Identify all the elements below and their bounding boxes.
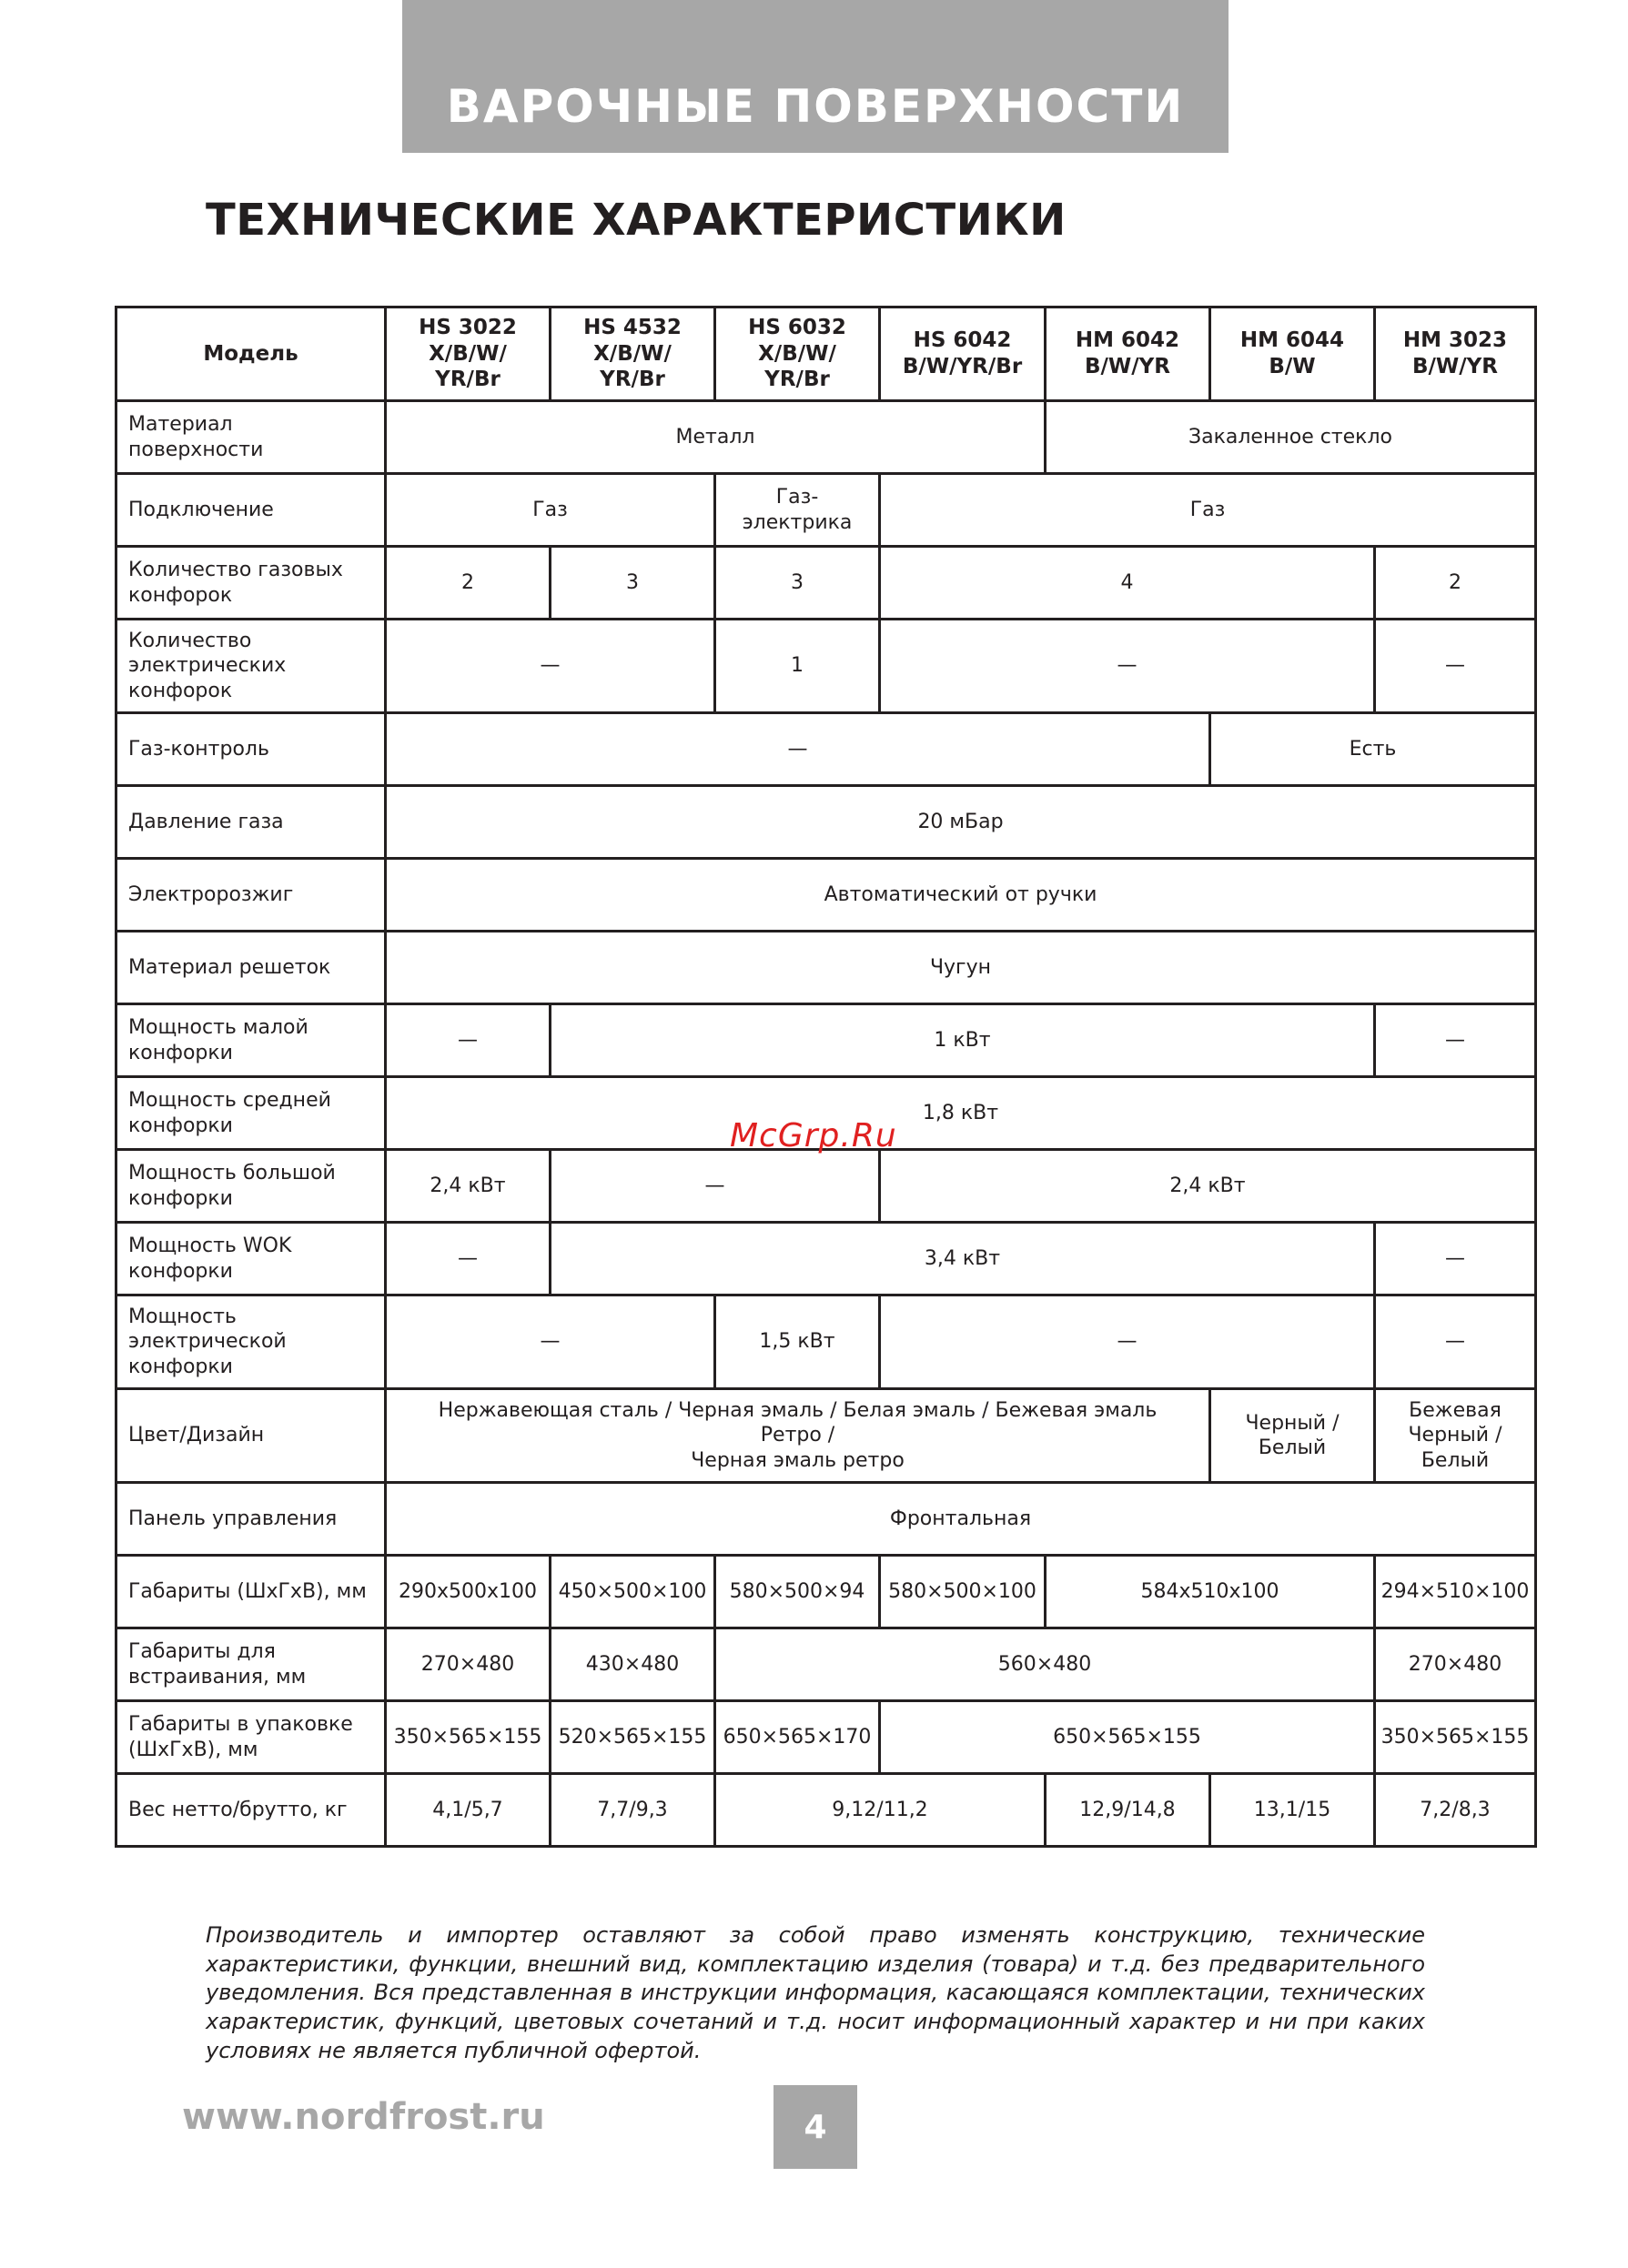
section-title: ВАРОЧНЫЕ ПОВЕРХНОСТИ (446, 80, 1185, 133)
cell-value: 3 (715, 547, 880, 620)
row-label: Габариты в упаковке (ШхГхВ), мм (116, 1701, 386, 1774)
cell-value: — (1375, 1223, 1536, 1295)
cell-value: — (551, 1150, 880, 1223)
cell-value: 13,1/15 (1210, 1774, 1375, 1847)
row-label: Газ-контроль (116, 713, 386, 786)
cell-value: 1 кВт (551, 1004, 1375, 1077)
cell-value: — (386, 713, 1210, 786)
cell-metal: Металл (386, 401, 1046, 474)
row-small-burner (116, 1004, 1536, 1077)
row-dimensions (116, 1556, 1536, 1628)
row-label: Материал поверхности (116, 401, 386, 474)
row-label: Мощность электрической конфорки (116, 1295, 386, 1389)
cell-value: 350×565×155 (1375, 1701, 1536, 1774)
row-label: Количество газовых конфорок (116, 547, 386, 620)
table-header-row (116, 307, 1536, 401)
cell-value: Бежевая Черный / Белый (1375, 1389, 1536, 1483)
model-hm6042: HM 6042 B/W/YR (1046, 307, 1210, 401)
model-hm6044: HM 6044 B/W (1210, 307, 1375, 401)
cell-value: 270×480 (386, 1628, 551, 1701)
row-wok-burner (116, 1223, 1536, 1295)
cell-value: 580×500×94 (715, 1556, 880, 1628)
row-label: Мощность малой конфорки (116, 1004, 386, 1077)
cell-value: 2,4 кВт (880, 1150, 1536, 1223)
cell-value: Фронтальная (386, 1483, 1536, 1556)
page-number: 4 (774, 2085, 857, 2169)
row-electric-burners (116, 620, 1536, 713)
cell-value: — (386, 1223, 551, 1295)
row-label: Электророзжиг (116, 859, 386, 932)
cell-value: 650×565×170 (715, 1701, 880, 1774)
row-package (116, 1701, 1536, 1774)
cell-value: — (880, 620, 1375, 713)
cell-value: Автоматический от ручки (386, 859, 1536, 932)
cell-value: 9,12/11,2 (715, 1774, 1046, 1847)
cell-value: 20 мБар (386, 786, 1536, 859)
row-electric-burner-power (116, 1295, 1536, 1389)
row-large-burner (116, 1150, 1536, 1223)
cell-value: 350×565×155 (386, 1701, 551, 1774)
row-label: Материал решеток (116, 932, 386, 1004)
row-label: Цвет/Дизайн (116, 1389, 386, 1483)
row-control-panel (116, 1483, 1536, 1556)
row-surface-material (116, 401, 1536, 474)
page-title: ТЕХНИЧЕСКИЕ ХАРАКТЕРИСТИКИ (206, 195, 1067, 246)
model-header: Модель (116, 307, 386, 401)
row-label: Габариты (ШхГхВ), мм (116, 1556, 386, 1628)
row-grate-material (116, 932, 1536, 1004)
model-hs3022: HS 3022 X/B/W/ YR/Br (386, 307, 551, 401)
row-label: Мощность большой конфорки (116, 1150, 386, 1223)
model-hs4532: HS 4532 X/B/W/ YR/Br (551, 307, 715, 401)
cell-value: Газ- электрика (715, 474, 880, 547)
cell-value: 7,2/8,3 (1375, 1774, 1536, 1847)
cell-value: 2 (386, 547, 551, 620)
specifications-table (115, 306, 1537, 1848)
cell-value: 2,4 кВт (386, 1150, 551, 1223)
cell-value: Есть (1210, 713, 1536, 786)
cell-value: 430×480 (551, 1628, 715, 1701)
cell-value: 3,4 кВт (551, 1223, 1375, 1295)
cell-value: 12,9/14,8 (1046, 1774, 1210, 1847)
row-label: Габариты для встраивания, мм (116, 1628, 386, 1701)
cell-value: Газ (386, 474, 715, 547)
cell-value: — (386, 620, 715, 713)
row-gas-burners (116, 547, 1536, 620)
cell-value: 1 (715, 620, 880, 713)
row-label: Подключение (116, 474, 386, 547)
cell-value: — (1375, 1295, 1536, 1389)
row-gas-control (116, 713, 1536, 786)
row-label: Вес нетто/брутто, кг (116, 1774, 386, 1847)
cell-value: 650×565×155 (880, 1701, 1375, 1774)
cell-value: Черный / Белый (1210, 1389, 1375, 1483)
cell-value: 290x500x100 (386, 1556, 551, 1628)
watermark: McGrp.Ru (730, 1117, 897, 1154)
cell-value: — (386, 1004, 551, 1077)
row-gas-pressure (116, 786, 1536, 859)
cell-value: 520×565×155 (551, 1701, 715, 1774)
disclaimer-text: Производитель и импортер оставляют за собой право изменять конструкцию, технические характеристики, функции, внешний вид, комплектацию изделия (товара) и т.д. без предварительного уведомления. Вся представленная в инструкции информация, касающаяся комплектации, технических характеристик, функций, цветовых сочетаний и т.д. носит информационный характер и ни при каких условиях не является публичной офертой. (206, 1922, 1425, 2063)
cell-value: 584x510x100 (1046, 1556, 1375, 1628)
cell-value: 7,7/9,3 (551, 1774, 715, 1847)
cell-value: Чугун (386, 932, 1536, 1004)
cell-value: 560×480 (715, 1628, 1375, 1701)
cell-value: 580×500×100 (880, 1556, 1046, 1628)
cell-value: Газ (880, 474, 1536, 547)
row-label: Мощность средней конфорки (116, 1077, 386, 1150)
cell-value: 4 (880, 547, 1375, 620)
cell-value: 2 (1375, 547, 1536, 620)
row-label: Панель управления (116, 1483, 386, 1556)
row-weight (116, 1774, 1536, 1847)
cell-value: — (880, 1295, 1375, 1389)
row-label: Давление газа (116, 786, 386, 859)
cell-value: — (1375, 1004, 1536, 1077)
cell-value: 450×500×100 (551, 1556, 715, 1628)
row-label: Мощность WOK конфорки (116, 1223, 386, 1295)
cell-value: 294×510×100 (1375, 1556, 1536, 1628)
row-cutout (116, 1628, 1536, 1701)
row-connection (116, 474, 1536, 547)
cell-glass: Закаленное стекло (1046, 401, 1536, 474)
model-hs6042: HS 6042 B/W/YR/Br (880, 307, 1046, 401)
cell-value: Нержавеющая сталь / Черная эмаль / Белая эмаль / Бежевая эмаль Ретро / Черная эмаль ретро (386, 1389, 1210, 1483)
cell-value: 1,8 кВт (386, 1077, 1536, 1150)
row-color (116, 1389, 1536, 1483)
cell-value: — (1375, 620, 1536, 713)
row-label: Количество электрических конфорок (116, 620, 386, 713)
model-hs6032: HS 6032 X/B/W/ YR/Br (715, 307, 880, 401)
section-header-band (402, 0, 1229, 153)
model-hm3023: HM 3023 B/W/YR (1375, 307, 1536, 401)
cell-value: 270×480 (1375, 1628, 1536, 1701)
cell-value: 3 (551, 547, 715, 620)
cell-value: — (386, 1295, 715, 1389)
cell-value: 4,1/5,7 (386, 1774, 551, 1847)
cell-value: 1,5 кВт (715, 1295, 880, 1389)
row-ignition (116, 859, 1536, 932)
website-url: www.nordfrost.ru (182, 2096, 545, 2138)
